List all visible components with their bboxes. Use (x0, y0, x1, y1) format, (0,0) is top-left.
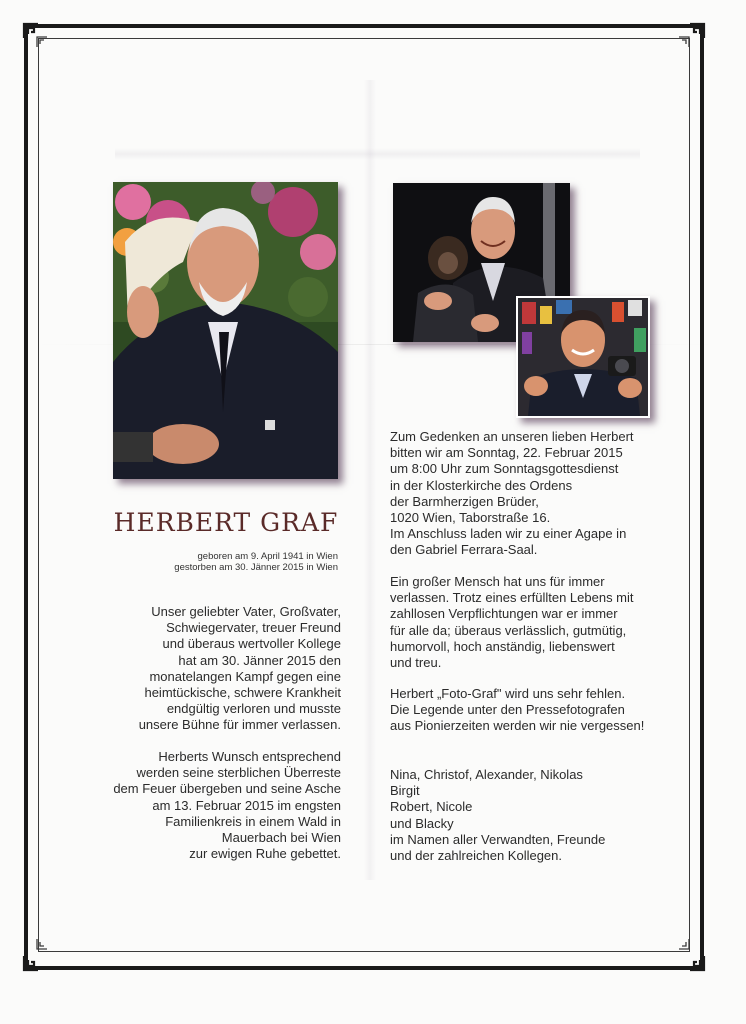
funeral-paragraph (113, 749, 341, 862)
text-line: hat am 30. Jänner 2015 den (178, 652, 341, 668)
text-line: am 13. Februar 2015 im engsten (152, 797, 341, 813)
legend-paragraph (390, 686, 644, 735)
text-line: den Gabriel Ferrara-Saal. (390, 542, 538, 558)
portrait-photo (113, 182, 338, 479)
text-line: in der Klosterkirche des Ordens (390, 477, 573, 493)
deceased-name: HERBERT GRAF (113, 508, 339, 537)
text-line: humorvoll, hoch anständig, liebenswert (390, 638, 615, 654)
text-line: Ein großer Mensch hat uns für immer (390, 574, 605, 589)
text-line: und treu. (390, 655, 442, 671)
signatures-paragraph (390, 767, 605, 864)
text-line: Mauerbach bei Wien (221, 830, 341, 846)
text-line: Unser geliebter Vater, Großvater, (151, 604, 341, 619)
text-line: der Barmherzigen Brüder, (390, 493, 539, 509)
text-line: endgültig verloren und musste (166, 701, 341, 717)
memorial-service-paragraph (390, 429, 634, 559)
text-line: heimtückische, schwere Krankheit (144, 685, 341, 701)
text-line: Die Legende unter den Pressefotografen (390, 702, 625, 718)
text-line: Herbert „Foto-Graf" wird uns sehr fehlen. (390, 686, 626, 701)
inner-corner-icon (678, 938, 690, 950)
text-line: monatelangen Kampf gegen eine (149, 668, 341, 684)
text-line: Familienkreis in einem Wald in (165, 813, 341, 829)
text-line: und Blacky (390, 815, 454, 831)
text-line: Nina, Christof, Alexander, Nikolas (390, 767, 583, 782)
text-line: zahllosen Verpflichtungen war er immer (390, 606, 618, 622)
corner-ornament-icon (22, 954, 40, 972)
text-line: im Namen aller Verwandten, Freunde (390, 831, 606, 847)
photo-with-camera (516, 296, 650, 418)
life-dates (120, 551, 338, 573)
text-line: 1020 Wien, Taborstraße 16. (390, 510, 551, 526)
tribute-paragraph (390, 574, 634, 671)
text-line: zur ewigen Ruhe gebettet. (189, 846, 341, 862)
text-line: Schwiegervater, treuer Freund (166, 620, 341, 636)
text-line: und der zahlreichen Kollegen. (390, 848, 563, 864)
text-line: Birgit (390, 783, 420, 799)
inner-corner-icon (678, 36, 690, 48)
text-line: Zum Gedenken an unseren lieben Herbert (390, 429, 634, 444)
death-date: gestorben am 30. Jänner 2015 in Wien (174, 562, 338, 573)
text-line: werden seine sterblichen Überreste (136, 765, 341, 781)
text-line: dem Feuer übergeben und seine Asche (113, 781, 341, 797)
text-line: Robert, Nicole (390, 799, 473, 815)
text-line: verlassen. Trotz eines erfüllten Lebens mit (390, 590, 634, 606)
text-line: und überaus wertvoller Kollege (162, 636, 341, 652)
corner-ornament-icon (688, 22, 706, 40)
text-line: Herberts Wunsch entsprechend (158, 749, 341, 764)
text-line: für alle da; überaus verlässlich, gutmütig, (390, 622, 627, 638)
obituary-paragraph (139, 604, 341, 734)
inner-corner-icon (36, 938, 48, 950)
corner-ornament-icon (688, 954, 706, 972)
text-line: um 8:00 Uhr zum Sonntagsgottesdienst (390, 461, 619, 477)
text-line: Im Anschluss laden wir zu einer Agape in (390, 526, 627, 542)
birth-date: geboren am 9. April 1941 in Wien (197, 551, 338, 562)
text-line: aus Pionierzeiten werden wir nie vergessen! (390, 718, 645, 734)
text-line: bitten wir am Sonntag, 22. Februar 2015 (390, 445, 623, 461)
inner-corner-icon (36, 36, 48, 48)
text-line: unsere Bühne für immer verlassen. (138, 717, 341, 733)
